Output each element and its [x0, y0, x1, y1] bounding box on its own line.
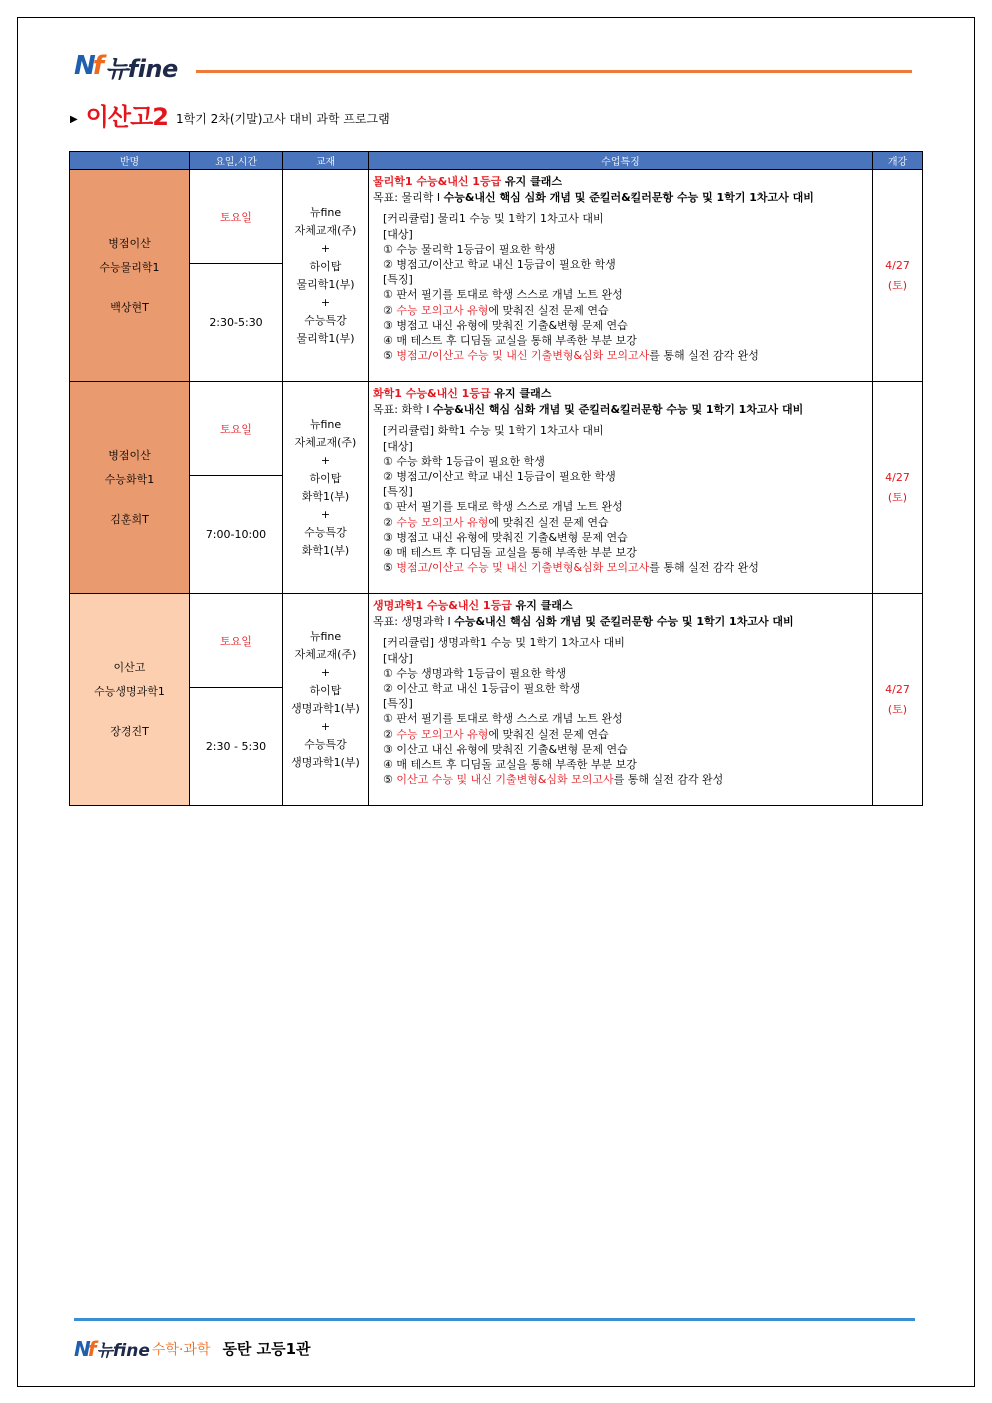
feature-item: ① 판서 필기를 토대로 학생 스스로 개념 노트 완성 — [383, 712, 623, 726]
features-cell — [369, 594, 873, 806]
target-item: ② 병점고/이산고 학교 내신 1등급이 필요한 학생 — [383, 470, 616, 484]
feature-highlight: 병점고/이산고 수능 및 내신 기출변형&심화 모의고사 — [396, 349, 650, 363]
book-line: 수능특강 — [304, 313, 347, 327]
feature-item — [373, 772, 868, 787]
goal-text: 수능&내신 핵심 심화 개념 및 준킬러&킬러문항 수능 및 1학기 1차고사 대비 — [432, 403, 804, 417]
book-line: 물리학1(부) — [296, 277, 355, 291]
book-line: + — [320, 453, 331, 467]
goal-prefix: 목표: 생명과학 I — [373, 615, 455, 629]
book-line: 뉴fine — [309, 205, 342, 219]
feature-num: ⑤ — [383, 349, 397, 363]
headline-black: 유지 클래스 — [490, 387, 552, 400]
class-name-line1: 이산고 — [113, 660, 146, 674]
table-row — [70, 594, 923, 688]
feature-item: ④ 매 테스트 후 디딤돌 교실을 통해 부족한 부분 보강 — [383, 546, 637, 560]
feature-item — [373, 348, 868, 363]
time-cell: 7:00-10:00 — [190, 476, 283, 594]
open-date: 4/27 — [885, 682, 910, 696]
feature-rest: 에 맞춰진 실전 문제 연습 — [488, 303, 609, 317]
goal-line — [373, 614, 868, 629]
open-date-cell — [873, 382, 923, 594]
class-headline — [373, 598, 868, 613]
feature-item — [373, 727, 868, 742]
curriculum-line: [커리큘럼] 화학1 수능 및 1학기 1차고사 대비 — [383, 424, 604, 438]
book-line: + — [320, 241, 331, 255]
class-headline — [373, 174, 868, 189]
footer-subjects: 수학·과학 — [151, 1341, 211, 1358]
footer-campus: 동탄 고등1관 — [222, 1340, 311, 1358]
feature-label: [특징] — [383, 273, 413, 287]
book-line: + — [320, 665, 331, 679]
col-header-class: 반명 — [70, 152, 190, 170]
day-cell: 토요일 — [190, 382, 283, 476]
class-cell — [70, 382, 190, 594]
book-line: 생명과학1(부) — [291, 701, 360, 715]
class-cell — [70, 594, 190, 806]
class-name-line1: 병점이산 — [108, 448, 151, 462]
school-name: 이산고2 — [85, 103, 168, 131]
open-date-cell — [873, 170, 923, 382]
feature-item: ④ 매 테스트 후 디딤돌 교실을 통해 부족한 부분 보강 — [383, 758, 637, 772]
target-item: ① 수능 물리학 1등급이 필요한 학생 — [383, 242, 556, 256]
headline-black: 유지 클래스 — [501, 175, 562, 188]
book-line: + — [320, 719, 331, 733]
feature-rest: 를 통해 실전 감각 완성 — [649, 349, 759, 363]
bullet-triangle-icon: ▶ — [70, 114, 78, 125]
col-header-book: 교재 — [283, 152, 369, 170]
day-cell: 토요일 — [190, 594, 283, 688]
feature-rest: 에 맞춰진 실전 문제 연습 — [488, 727, 609, 741]
feature-highlight: 수능 모의고사 유형 — [396, 515, 489, 529]
book-line: 수능특강 — [304, 525, 347, 539]
open-day: (토) — [887, 490, 908, 504]
open-date: 4/27 — [885, 258, 910, 272]
feature-rest: 에 맞춰진 실전 문제 연습 — [488, 515, 609, 529]
curriculum-line: [커리큘럼] 물리1 수능 및 1학기 1차고사 대비 — [383, 212, 604, 226]
brand-logo — [74, 50, 178, 82]
page-title — [70, 104, 390, 130]
features-cell — [369, 382, 873, 594]
curriculum-line: [커리큘럼] 생명과학1 수능 및 1학기 1차고사 대비 — [383, 636, 625, 650]
footer — [74, 1336, 311, 1361]
target-item: ② 병점고/이산고 학교 내신 1등급이 필요한 학생 — [383, 258, 616, 272]
book-cell — [283, 594, 369, 806]
goal-text: 수능&내신 핵심 심화 개념 및 준킬러&킬러문항 수능 및 1학기 1차고사 대비 — [443, 191, 814, 205]
goal-text: 수능&내신 핵심 심화 개념 및 준킬러문항 수능 및 1학기 1차고사 대비 — [454, 615, 794, 629]
class-name-line1: 병점이산 — [108, 236, 151, 250]
features-cell — [369, 170, 873, 382]
day-cell: 토요일 — [190, 170, 283, 264]
book-line: 수능특강 — [304, 737, 347, 751]
feature-item: ③ 병점고 내신 유형에 맞춰진 기출&변형 문제 연습 — [383, 318, 628, 332]
book-cell — [283, 170, 369, 382]
book-line: 뉴fine — [309, 629, 342, 643]
table-row — [70, 170, 923, 264]
feature-highlight: 수능 모의고사 유형 — [396, 727, 489, 741]
feature-label: [특징] — [383, 697, 413, 711]
feature-num: ⑤ — [383, 773, 397, 787]
book-line: 물리학1(부) — [296, 331, 355, 345]
headline-red: 화학1 수능&내신 1등급 — [373, 387, 491, 400]
book-line: 하이탑 — [309, 683, 342, 697]
book-line: 화학1(부) — [301, 489, 350, 503]
book-line: 자체교재(주) — [294, 223, 357, 237]
book-cell — [283, 382, 369, 594]
book-line: 자체교재(주) — [294, 647, 357, 661]
class-cell — [70, 170, 190, 382]
book-line: + — [320, 507, 331, 521]
time-cell: 2:30-5:30 — [190, 264, 283, 382]
goal-line — [373, 190, 868, 205]
nf-logo-mark: Nf — [74, 51, 102, 81]
book-line: 생명과학1(부) — [291, 755, 360, 769]
class-name-line2: 수능생명과학1 — [94, 684, 165, 698]
feature-rest: 를 통해 실전 감각 완성 — [649, 561, 759, 575]
feature-item: ④ 매 테스트 후 디딤돌 교실을 통해 부족한 부분 보강 — [383, 334, 637, 348]
schedule-table — [69, 151, 923, 806]
target-label: [대상] — [383, 227, 413, 241]
book-line: 하이탑 — [309, 259, 342, 273]
feature-highlight: 수능 모의고사 유형 — [396, 303, 489, 317]
book-line: 자체교재(주) — [294, 435, 357, 449]
teacher-name: 장경진T — [110, 724, 149, 738]
goal-prefix: 목표: 화학 I — [373, 403, 433, 417]
feature-item: ① 판서 필기를 토대로 학생 스스로 개념 노트 완성 — [383, 288, 623, 302]
page-subtitle: 1학기 2차(기말)고사 대비 과학 프로그램 — [175, 112, 390, 126]
col-header-features: 수업특징 — [369, 152, 873, 170]
target-label: [대상] — [383, 439, 413, 453]
goal-line — [373, 402, 868, 417]
feature-num: ② — [383, 727, 397, 741]
open-date: 4/27 — [885, 470, 910, 484]
footer-logo-text: 뉴fine — [96, 1341, 150, 1361]
open-day: (토) — [887, 702, 908, 716]
book-line: + — [320, 295, 331, 309]
feature-item — [373, 515, 868, 530]
feature-item: ① 판서 필기를 토대로 학생 스스로 개념 노트 완성 — [383, 500, 623, 514]
book-line: 하이탑 — [309, 471, 342, 485]
target-label: [대상] — [383, 651, 413, 665]
table-header-row — [70, 152, 923, 170]
book-line: 뉴fine — [309, 417, 342, 431]
headline-red: 물리학1 수능&내신 1등급 — [373, 175, 502, 188]
teacher-name: 백상현T — [110, 300, 149, 314]
header-rule — [196, 70, 912, 73]
feature-num: ② — [383, 303, 397, 317]
table-row — [70, 382, 923, 476]
open-date-cell — [873, 594, 923, 806]
feature-item — [373, 303, 868, 318]
book-line: 화학1(부) — [301, 543, 350, 557]
goal-prefix: 목표: 물리학 I — [373, 191, 444, 205]
time-cell: 2:30 - 5:30 — [190, 688, 283, 806]
headline-black: 유지 클래스 — [511, 599, 573, 612]
footer-nf-logo-mark: Nf — [74, 1336, 94, 1361]
headline-red: 생명과학1 수능&내신 1등급 — [373, 599, 512, 612]
class-headline — [373, 386, 868, 401]
col-header-time: 요일,시간 — [190, 152, 283, 170]
feature-item — [373, 560, 868, 575]
logo-text: 뉴fine — [105, 54, 178, 83]
target-item: ① 수능 생명과학 1등급이 필요한 학생 — [383, 666, 567, 680]
feature-item: ③ 병점고 내신 유형에 맞춰진 기출&변형 문제 연습 — [383, 530, 628, 544]
feature-highlight: 이산고 수능 및 내신 기출변형&심화 모의고사 — [396, 773, 614, 787]
feature-num: ⑤ — [383, 561, 397, 575]
class-name-line2: 수능물리학1 — [99, 260, 160, 274]
feature-rest: 를 통해 실전 감각 완성 — [613, 773, 724, 787]
target-item: ① 수능 화학 1등급이 필요한 학생 — [383, 454, 545, 468]
col-header-open: 개강 — [873, 152, 923, 170]
feature-label: [특징] — [383, 485, 413, 499]
feature-item: ③ 이산고 내신 유형에 맞춰진 기출&변형 문제 연습 — [383, 742, 628, 756]
feature-highlight: 병점고/이산고 수능 및 내신 기출변형&심화 모의고사 — [396, 561, 650, 575]
footer-rule — [74, 1318, 915, 1321]
class-name-line2: 수능화학1 — [104, 472, 155, 486]
teacher-name: 김훈희T — [110, 512, 149, 526]
open-day: (토) — [887, 278, 908, 292]
feature-num: ② — [383, 515, 397, 529]
target-item: ② 이산고 학교 내신 1등급이 필요한 학생 — [383, 682, 581, 696]
